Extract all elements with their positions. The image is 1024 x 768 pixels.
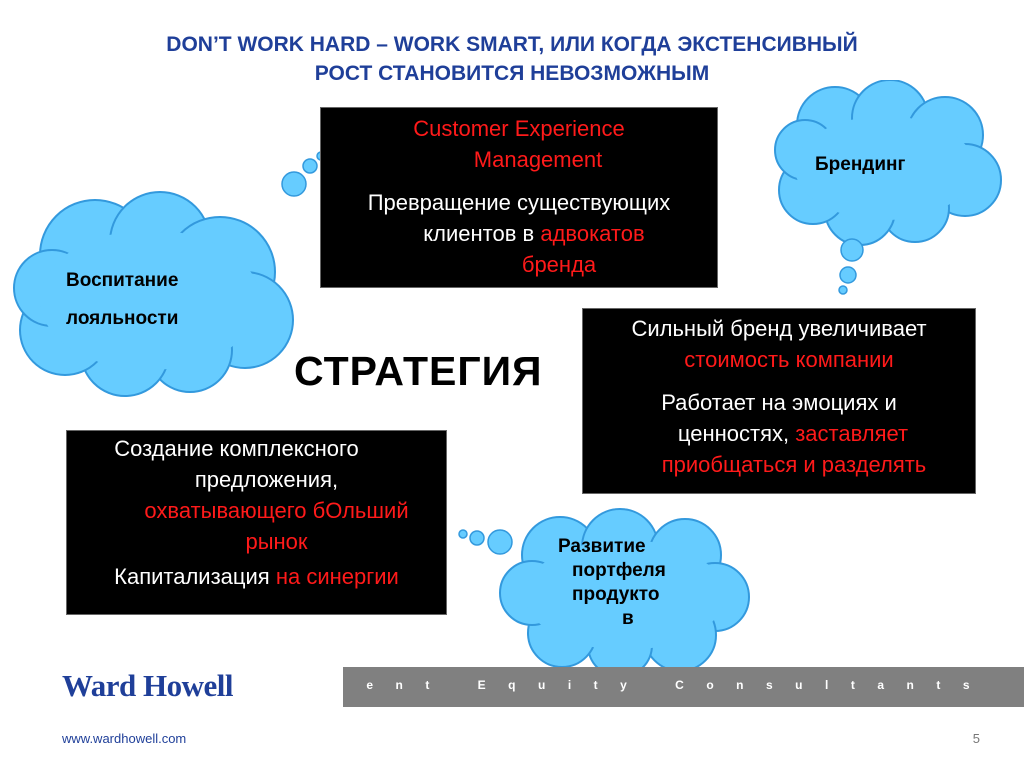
box-right-line-4 [583, 418, 975, 449]
box-right-line-1: Сильный бренд увеличивает [631, 316, 927, 341]
cloud-branding [765, 80, 1010, 250]
cloud-portfolio-line-1: Развитие [558, 536, 646, 557]
cloud-loyalty-line-2: лояльности [66, 308, 179, 329]
footer-tagline: Talent Equity Consultants [282, 678, 992, 692]
cloud-portfolio [490, 505, 760, 680]
box-left-line-5-plain: Капитализация [114, 564, 276, 589]
cloud-loyalty-label [66, 262, 178, 338]
cloud-loyalty-line-1: Воспитание [66, 270, 179, 291]
cloud-portfolio-line-2: портфеля [572, 560, 666, 581]
strategy-label: СТРАТЕГИЯ [294, 348, 543, 394]
box-top-line-4-highlight: адвокатов [540, 221, 645, 246]
slide-title-line-1: DON’T WORK HARD – WORK SMART, ИЛИ КОГДА ЭКСТЕНСИВНЫЙ [166, 33, 858, 56]
box-left-line-2: предложения, [194, 467, 339, 492]
box-top-line-4-plain: клиентов в [423, 221, 541, 246]
box-left-line-3: охватывающего бОльший [144, 498, 409, 523]
box-top-line-3: Превращение существующих [367, 190, 671, 215]
box-strong-brand [582, 308, 976, 494]
box-right-line-4-highlight: заставляет [795, 421, 909, 446]
box-right-line-3: Работает на эмоциях и [661, 390, 897, 415]
box-left-line-1: Создание комплексного [114, 436, 359, 461]
footer-url[interactable]: www.wardhowell.com [62, 731, 187, 746]
box-customer-experience [320, 107, 718, 288]
slide-title-line-2: РОСТ СТАНОВИТСЯ НЕВОЗМОЖНЫМ [314, 62, 710, 85]
box-complex-offer [66, 430, 447, 615]
box-top-line-5: бренда [521, 252, 597, 277]
cloud-portfolio-line-4: в [622, 608, 634, 629]
cloud-portfolio-line-3: продукто [572, 584, 660, 605]
footer-tagline-bar [282, 667, 1024, 707]
cloud-portfolio-label [558, 535, 666, 631]
box-right-line-2: стоимость компании [684, 347, 894, 372]
page-number: 5 [972, 731, 980, 746]
ward-howell-logo: Ward Howell [62, 668, 234, 703]
box-right-line-4-plain: ценностях, [677, 421, 796, 446]
thought-bubbles-branding [830, 232, 870, 302]
box-top-line-1: Customer Experience [413, 116, 625, 141]
box-top-line-2: Management [473, 147, 603, 172]
box-left-line-5 [67, 561, 446, 592]
box-top-line-4 [321, 218, 717, 249]
thought-bubbles-portfolio [452, 522, 522, 562]
cloud-branding-label: Брендинг [815, 154, 906, 175]
box-left-line-5-highlight: на синергии [275, 564, 399, 589]
box-left-line-4: рынок [245, 529, 308, 554]
box-right-line-5: приобщаться и разделять [661, 452, 927, 477]
